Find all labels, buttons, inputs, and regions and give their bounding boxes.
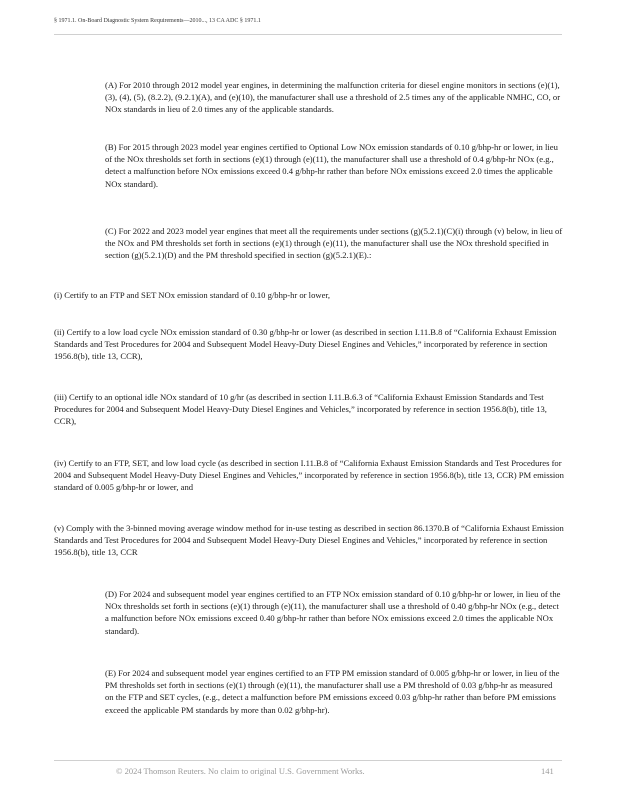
paragraph-c: (C) For 2022 and 2023 model year engines that meet all the requirements under sections (g)(5.2.1)(C)(i) through (v) below, in lieu of the NOx and PM thresholds set forth in sections (e)(1) through (e)(11), the manufacturer shall use the NOx threshold specified in section (g)(5.2.1)(D) and the PM threshold specified in section (g)(5.2.1)(E).:: [105, 226, 563, 261]
paragraph-c-iii: (iii) Certify to an optional idle NOx standard of 10 g/hr (as described in section I.11.B.6.3 of “California Exhaust Emission Standards and Test Procedures for 2004 and Subsequent Model Heavy-Duty Diesel Engines and Vehicles,” incorporated by reference in section 1956.8(b), title 13, CCR),: [54, 392, 547, 427]
header-divider: [54, 34, 562, 35]
footer-copyright: © 2024 Thomson Reuters. No claim to original U.S. Government Works.: [116, 766, 365, 776]
footer-divider: [54, 760, 562, 761]
running-header: § 1971.1. On-Board Diagnostic System Requirements—2010..., 13 CA ADC § 1971.1: [54, 18, 261, 24]
paragraph-b: (B) For 2015 through 2023 model year engines certified to Optional Low NOx emission standards of 0.10 g/bhp-hr or lower, in lieu of the NOx thresholds set forth in sections (e)(1) through (e)(11), the manufacturer shall use a threshold of 0.4 g/bhp-hr NOx (e.g., detect a malfunction before NOx emissions exceed 0.4 g/bhp-hr rather than before NOx emissions exceed 2.0 times the applicable NOx standard).: [105, 142, 558, 189]
paragraph-e: (E) For 2024 and subsequent model year engines certified to an FTP PM emission standard of 0.005 g/bhp-hr or lower, in lieu of the PM thresholds set forth in sections (e)(1) through (e)(11), the manufacturer shall use a PM threshold of 0.03 g/bhp-hr as measured on the FTP and SET cycles, (e.g., detect a malfunction before PM emissions exceed 0.03 g/bhp-hr rather than before PM emissions exceed the applicable PM standards by more than 0.02 g/bhp-hr).: [105, 668, 560, 715]
paragraph-c-v: (v) Comply with the 3-binned moving average window method for in-use testing as described in section 86.1370.B of “California Exhaust Emission Standards and Test Procedures for 2004 and Subsequent Model Heavy-Duty Diesel Engines and Vehicles,” incorporated by reference in section 1956.8(b), title 13, CCR: [54, 523, 564, 558]
paragraph-a: (A) For 2010 through 2012 model year engines, in determining the malfunction criteria for diesel engine monitors in sections (e)(1), (3), (4), (5), (8.2.2), (9.2.1)(A), and (e)(10), the manufacturer shall use a threshold of 2.5 times any of the applicable NMHC, CO, or NOx standards in lieu of 2.0 times any of the applicable standards.: [105, 80, 561, 115]
paragraph-c-ii: (ii) Certify to a low load cycle NOx emission standard of 0.30 g/bhp-hr or lower (as described in section I.11.B.8 of “California Exhaust Emission Standards and Test Procedures for 2004 and Subsequent Model Heavy-Duty Diesel Engines and Vehicles,” incorporated by reference in section 1956.8(b), title 13, CCR),: [54, 327, 557, 362]
paragraph-c-i: (i) Certify to an FTP and SET NOx emission standard of 0.10 g/bhp-hr or lower,: [54, 290, 331, 300]
paragraph-d: (D) For 2024 and subsequent model year engines certified to an FTP NOx emission standard of 0.10 g/bhp-hr or lower, in lieu of the NOx thresholds set forth in sections (e)(1) through (e)(11), the manufacturer shall use a threshold of 0.40 g/bhp-hr NOx (e.g., detect a malfunction before NOx emissions exceed 0.40 g/bhp-hr rather than before NOx emissions exceed 2.0 times the applicable NOx standard).: [105, 589, 561, 636]
page-number: 141: [541, 766, 554, 776]
paragraph-c-iv: (iv) Certify to an FTP, SET, and low load cycle (as described in section I.11.B.8 of “California Exhaust Emission Standards and Test Procedures for 2004 and Subsequent Model Heavy-Duty Diesel Engines and Vehicles,” incorporated by reference in section 1956.8(b), title 13, CCR) PM emission standard of 0.005 g/bhp-hr or lower, and: [54, 458, 564, 493]
